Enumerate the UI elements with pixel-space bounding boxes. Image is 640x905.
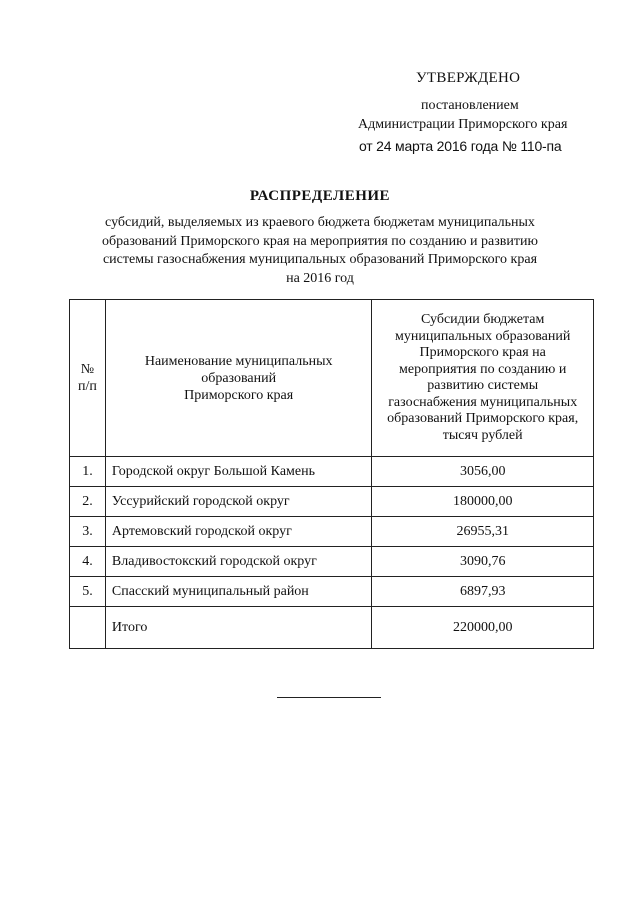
header-subsidy-line: газоснабжения муниципальных (388, 394, 578, 410)
row-subsidy-amount: 6897,93 (372, 577, 594, 607)
table-row (70, 547, 594, 577)
total-number (70, 607, 106, 649)
table-row (70, 487, 594, 517)
table-row (70, 517, 594, 547)
row-subsidy-amount: 26955,31 (372, 517, 594, 547)
approved-title: УТВЕРЖДЕНО (416, 70, 521, 86)
header-subsidy-line: мероприятия по созданию и (399, 361, 567, 377)
row-number: 2. (70, 487, 106, 517)
header-name-line: образований (201, 370, 277, 386)
row-number: 3. (70, 517, 106, 547)
row-municipality: Артемовский городской округ (105, 517, 371, 547)
header-name-line: Приморского края (184, 387, 294, 403)
document-title: РАСПРЕДЕЛЕНИЕ (249, 188, 391, 204)
row-municipality: Владивостокский городской округ (105, 547, 371, 577)
table-total-row (70, 607, 594, 649)
row-number: 1. (70, 457, 106, 487)
row-subsidy-amount: 3090,76 (372, 547, 594, 577)
subtitle-line: субсидий, выделяемых из краевого бюджета бюджетам муниципальных (105, 215, 535, 230)
header-number-line: № (80, 362, 95, 377)
header-number-line: п/п (78, 379, 97, 394)
row-municipality: Уссурийский городской округ (105, 487, 371, 517)
header-name-line: Наименование муниципальных (144, 353, 333, 369)
approved-resolution-label: постановлением (421, 98, 519, 113)
closing-divider (277, 697, 381, 698)
header-subsidy-line: образований Приморского края, (387, 411, 579, 426)
table-row (70, 457, 594, 487)
header-subsidy-line: Приморского края на (419, 345, 546, 360)
row-municipality: Городской округ Большой Камень (105, 457, 371, 487)
row-subsidy-amount: 3056,00 (372, 457, 594, 487)
total-label: Итого (105, 607, 371, 649)
subtitle-line: системы газоснабжения муниципальных образований Приморского края (102, 252, 538, 267)
header-subsidy-line: муниципальных образований (395, 328, 571, 344)
row-number: 5. (70, 577, 106, 607)
header-subsidy-line: тысяч рублей (442, 427, 523, 443)
row-number: 4. (70, 547, 106, 577)
header-number (70, 300, 106, 457)
subtitle-line: на 2016 год (286, 270, 354, 286)
table-row (70, 577, 594, 607)
subsidy-table (69, 299, 594, 649)
total-amount: 220000,00 (372, 607, 594, 649)
table-header-row (70, 300, 594, 457)
approved-date-number: от 24 марта 2016 года № 110-па (359, 138, 562, 154)
row-municipality: Спасский муниципальный район (105, 577, 371, 607)
header-name (105, 300, 371, 457)
header-subsidy-line: развитию системы (427, 378, 539, 393)
header-subsidy-line: Субсидии бюджетам (421, 312, 545, 327)
document-subtitle (60, 214, 580, 288)
header-subsidy (372, 300, 594, 457)
row-subsidy-amount: 180000,00 (372, 487, 594, 517)
subtitle-line: образований Приморского края на мероприятия по созданию и развитию (102, 233, 538, 249)
approved-authority: Администрации Приморского края (358, 117, 568, 132)
